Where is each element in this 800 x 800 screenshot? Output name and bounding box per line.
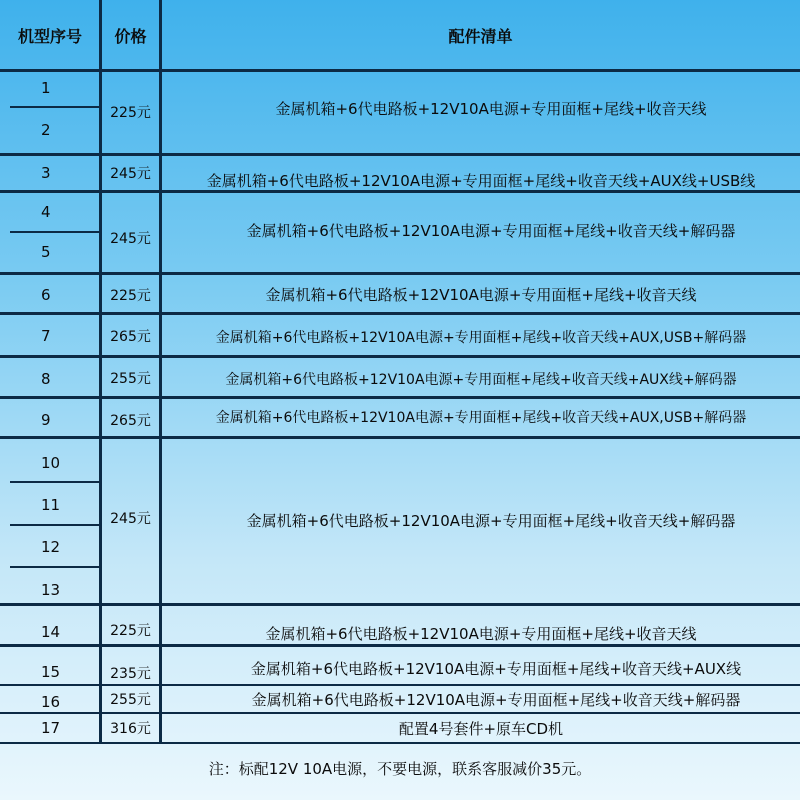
parts-list-cell: 金属机箱+6代电路板+12V10A电源+专用面框+尾线+收音天线 [265,624,697,643]
model-number: 12 [41,538,61,556]
grid-line [0,603,800,606]
model-number: 7 [41,327,51,345]
parts-list-cell: 金属机箱+6代电路板+12V10A电源+专用面框+尾线+收音天线+AUX线+USB线 [206,171,756,190]
model-number: 17 [41,719,61,737]
parts-list-cell: 金属机箱+6代电路板+12V10A电源+专用面框+尾线+收音天线 [275,99,707,118]
model-number: 16 [41,693,61,711]
parts-list-cell: 金属机箱+6代电路板+12V10A电源+专用面框+尾线+收音天线+AUX,USB+解码器 [215,330,747,346]
price-cell: 225元 [110,623,151,639]
price-cell: 265元 [110,329,151,345]
parts-list-cell: 金属机箱+6代电路板+12V10A电源+专用面框+尾线+收音天线 [265,285,697,304]
price-cell: 265元 [110,413,151,429]
price-cell: 245元 [110,231,151,247]
parts-list-cell: 金属机箱+6代电路板+12V10A电源+专用面框+尾线+收音天线+解码器 [251,690,741,709]
price-cell: 245元 [110,165,151,182]
model-number: 13 [41,581,61,599]
header-model-number: 机型序号 [17,26,82,46]
model-number: 9 [41,411,51,429]
header-parts-list: 配件清单 [448,26,513,46]
model-number: 6 [41,286,51,304]
parts-list-cell: 金属机箱+6代电路板+12V10A电源+专用面框+尾线+收音天线+AUX线+解码器 [225,372,737,388]
model-number: 2 [41,121,51,139]
price-cell: 255元 [110,692,151,708]
parts-list-cell: 金属机箱+6代电路板+12V10A电源+专用面框+尾线+收音天线+AUX线 [250,659,742,678]
model-number: 5 [41,243,51,261]
model-number: 8 [41,370,51,388]
price-cell: 225元 [110,105,151,121]
model-number: 10 [41,454,61,472]
price-cell: 225元 [110,288,151,304]
parts-list-cell: 金属机箱+6代电路板+12V10A电源+专用面框+尾线+收音天线+AUX,USB+解码器 [215,410,747,426]
model-number: 15 [41,663,61,681]
parts-list-cell: 配置4号套件+原车CD机 [398,719,564,738]
model-number: 14 [41,623,61,641]
header-price: 价格 [114,26,147,46]
model-number: 11 [41,496,61,514]
model-number: 1 [41,79,51,97]
model-number: 4 [41,202,51,221]
parts-list-cell: 金属机箱+6代电路板+12V10A电源+专用面框+尾线+收音天线+解码器 [246,511,736,530]
price-cell: 235元 [110,666,151,682]
model-number: 3 [41,163,51,182]
price-cell: 255元 [110,371,151,387]
price-cell: 316元 [110,721,151,737]
parts-list-cell: 金属机箱+6代电路板+12V10A电源+专用面框+尾线+收音天线+解码器 [246,221,736,240]
price-cell: 245元 [110,511,151,527]
footnote: 注：标配12V 10A电源，不要电源，联系客服减价35元。 [208,759,592,778]
